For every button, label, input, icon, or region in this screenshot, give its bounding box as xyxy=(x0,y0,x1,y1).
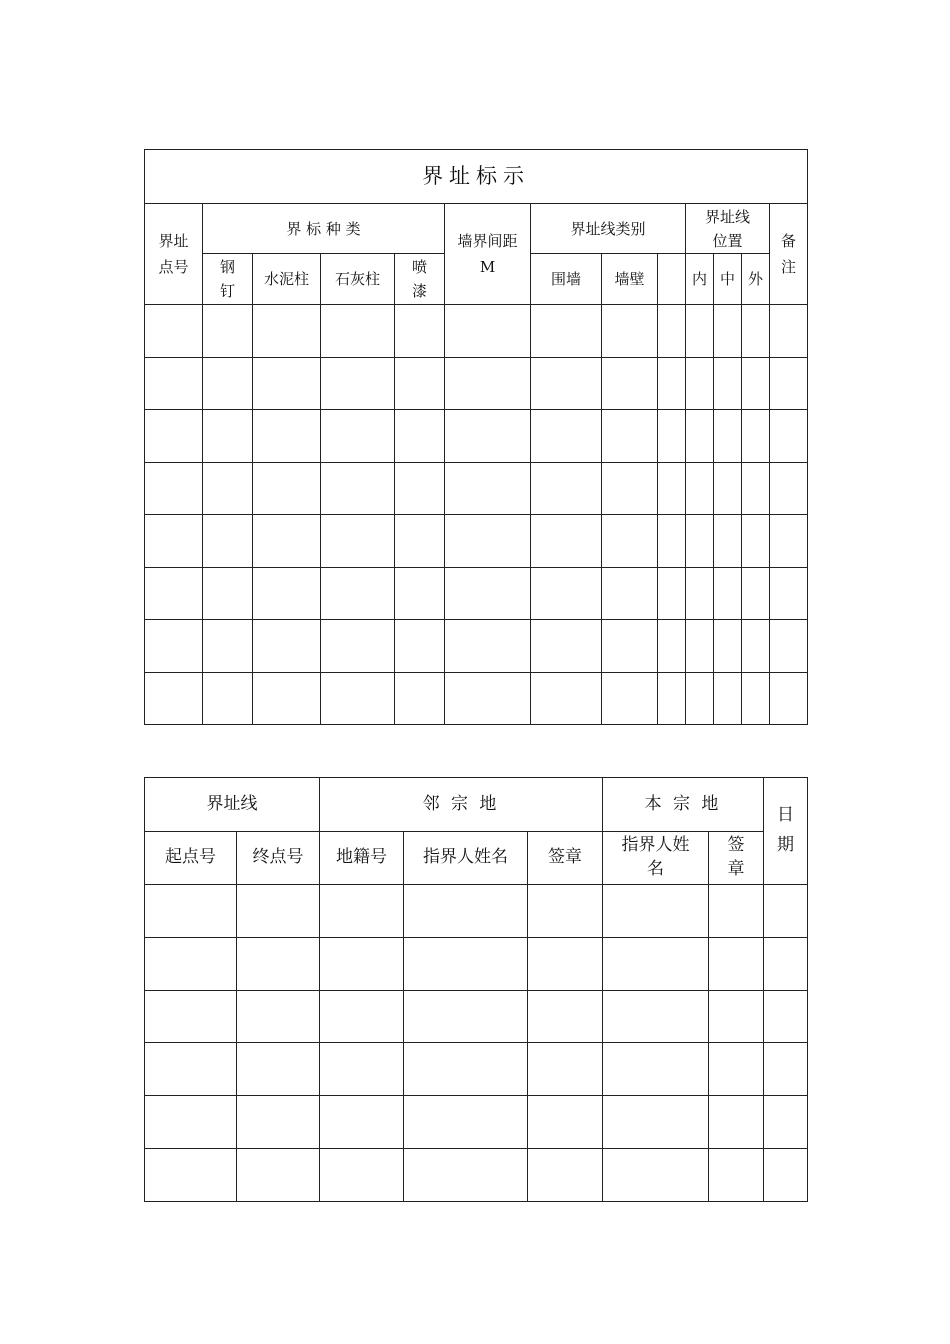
header-remarks: 备 注 xyxy=(770,204,808,305)
line-cell[interactable] xyxy=(145,1096,237,1149)
marker-cell[interactable] xyxy=(770,462,808,515)
marker-cell[interactable] xyxy=(321,620,395,673)
marker-cell[interactable] xyxy=(742,515,770,568)
marker-cell[interactable] xyxy=(714,515,742,568)
line-cell[interactable] xyxy=(603,1096,709,1149)
marker-cell[interactable] xyxy=(145,620,203,673)
marker-cell[interactable] xyxy=(253,672,321,725)
header-point-no: 界址 点号 xyxy=(145,204,203,305)
marker-cell[interactable] xyxy=(203,620,253,673)
marker-cell[interactable] xyxy=(445,567,531,620)
boundary-marker-table xyxy=(144,149,808,725)
line-cell[interactable] xyxy=(709,990,764,1043)
marker-cell[interactable] xyxy=(203,672,253,725)
line-cell[interactable] xyxy=(320,1096,404,1149)
marker-cell[interactable] xyxy=(145,410,203,463)
marker-cell[interactable] xyxy=(395,620,445,673)
header-end-point: 终点号 xyxy=(237,832,320,885)
marker-cell[interactable] xyxy=(714,567,742,620)
marker-cell[interactable] xyxy=(395,515,445,568)
marker-cell[interactable] xyxy=(445,672,531,725)
header-inner: 内 xyxy=(686,254,714,305)
marker-cell[interactable] xyxy=(253,620,321,673)
marker-cell[interactable] xyxy=(686,410,714,463)
header-this-pointer-name: 指界人姓 名 xyxy=(603,832,709,885)
header-middle: 中 xyxy=(714,254,742,305)
marker-cell[interactable] xyxy=(203,305,253,358)
header-steel-nail: 钢 钉 xyxy=(203,254,253,305)
line-cell[interactable] xyxy=(145,1148,237,1201)
marker-cell[interactable] xyxy=(531,357,602,410)
marker-cell[interactable] xyxy=(602,567,658,620)
marker-cell[interactable] xyxy=(203,410,253,463)
marker-cell[interactable] xyxy=(321,462,395,515)
marker-cell[interactable] xyxy=(445,410,531,463)
header-fence-wall: 围墙 xyxy=(531,254,602,305)
marker-cell[interactable] xyxy=(658,462,686,515)
header-neighbor-pointer-name: 指界人姓名 xyxy=(404,832,528,885)
marker-cell[interactable] xyxy=(395,672,445,725)
marker-cell[interactable] xyxy=(395,462,445,515)
line-cell[interactable] xyxy=(709,885,764,938)
marker-cell[interactable] xyxy=(658,305,686,358)
marker-cell[interactable] xyxy=(145,515,203,568)
marker-cell[interactable] xyxy=(714,410,742,463)
table-title: 界址标示 xyxy=(145,150,808,204)
line-cell[interactable] xyxy=(528,1043,603,1096)
marker-cell[interactable] xyxy=(321,410,395,463)
marker-cell[interactable] xyxy=(445,462,531,515)
marker-cell[interactable] xyxy=(253,305,321,358)
marker-cell[interactable] xyxy=(203,357,253,410)
marker-cell[interactable] xyxy=(658,620,686,673)
marker-cell[interactable] xyxy=(686,462,714,515)
header-boundary-line: 界址线 xyxy=(145,778,320,832)
marker-cell[interactable] xyxy=(770,357,808,410)
marker-cell[interactable] xyxy=(658,567,686,620)
marker-cell[interactable] xyxy=(714,462,742,515)
marker-cell[interactable] xyxy=(531,620,602,673)
marker-cell[interactable] xyxy=(770,305,808,358)
line-cell[interactable] xyxy=(145,937,237,990)
marker-cell[interactable] xyxy=(742,672,770,725)
table-row xyxy=(145,1043,808,1096)
marker-cell[interactable] xyxy=(742,305,770,358)
line-cell[interactable] xyxy=(709,937,764,990)
marker-cell[interactable] xyxy=(203,567,253,620)
marker-cell[interactable] xyxy=(602,357,658,410)
header-neighbor-parcel: 邻 宗 地 xyxy=(320,778,603,832)
line-cell[interactable] xyxy=(320,937,404,990)
marker-cell[interactable] xyxy=(602,515,658,568)
marker-cell[interactable] xyxy=(253,462,321,515)
marker-cell[interactable] xyxy=(445,357,531,410)
marker-cell[interactable] xyxy=(602,620,658,673)
line-cell[interactable] xyxy=(237,1096,320,1149)
header-wall-distance: 墙界间距 M xyxy=(445,204,531,305)
marker-cell[interactable] xyxy=(531,515,602,568)
marker-cell[interactable] xyxy=(714,620,742,673)
table-row xyxy=(145,672,808,725)
line-cell[interactable] xyxy=(404,1043,528,1096)
table-row xyxy=(145,357,808,410)
marker-cell[interactable] xyxy=(321,305,395,358)
marker-cell[interactable] xyxy=(395,410,445,463)
marker-cell[interactable] xyxy=(658,515,686,568)
marker-cell[interactable] xyxy=(658,410,686,463)
marker-cell[interactable] xyxy=(203,515,253,568)
header-lime-post: 石灰柱 xyxy=(321,254,395,305)
marker-cell[interactable] xyxy=(253,567,321,620)
marker-cell[interactable] xyxy=(602,462,658,515)
marker-cell[interactable] xyxy=(321,357,395,410)
header-outer: 外 xyxy=(742,254,770,305)
line-cell[interactable] xyxy=(320,1043,404,1096)
table-row xyxy=(145,305,808,358)
line-cell[interactable] xyxy=(320,1148,404,1201)
line-cell[interactable] xyxy=(709,1148,764,1201)
marker-cell[interactable] xyxy=(531,672,602,725)
marker-cell[interactable] xyxy=(145,462,203,515)
marker-cell[interactable] xyxy=(714,357,742,410)
marker-cell[interactable] xyxy=(531,410,602,463)
marker-cell[interactable] xyxy=(686,567,714,620)
line-cell[interactable] xyxy=(404,937,528,990)
table-row xyxy=(145,885,808,938)
table-row xyxy=(145,990,808,1043)
marker-cell[interactable] xyxy=(686,515,714,568)
line-cell[interactable] xyxy=(764,885,808,938)
marker-cell[interactable] xyxy=(742,567,770,620)
header-date: 日 期 xyxy=(764,778,808,885)
line-cell[interactable] xyxy=(145,885,237,938)
line-cell[interactable] xyxy=(528,990,603,1043)
line-cell[interactable] xyxy=(404,1148,528,1201)
marker-cell[interactable] xyxy=(658,672,686,725)
marker-cell[interactable] xyxy=(395,305,445,358)
marker-cell[interactable] xyxy=(145,305,203,358)
marker-cell[interactable] xyxy=(602,410,658,463)
marker-cell[interactable] xyxy=(602,305,658,358)
line-cell[interactable] xyxy=(404,885,528,938)
line-cell[interactable] xyxy=(237,990,320,1043)
header-neighbor-signature: 签章 xyxy=(528,832,603,885)
marker-cell[interactable] xyxy=(253,410,321,463)
marker-cell[interactable] xyxy=(531,567,602,620)
marker-cell[interactable] xyxy=(321,672,395,725)
line-cell[interactable] xyxy=(528,885,603,938)
marker-cell[interactable] xyxy=(686,672,714,725)
marker-cell[interactable] xyxy=(770,410,808,463)
header-wall: 墙壁 xyxy=(602,254,658,305)
header-paint: 喷 漆 xyxy=(395,254,445,305)
marker-cell[interactable] xyxy=(145,672,203,725)
marker-cell[interactable] xyxy=(321,515,395,568)
line-cell[interactable] xyxy=(764,1096,808,1149)
line-cell[interactable] xyxy=(709,1096,764,1149)
marker-cell[interactable] xyxy=(686,620,714,673)
line-cell[interactable] xyxy=(237,937,320,990)
marker-cell[interactable] xyxy=(445,515,531,568)
marker-cell[interactable] xyxy=(531,305,602,358)
table-row xyxy=(145,1148,808,1201)
table-row xyxy=(145,462,808,515)
marker-cell[interactable] xyxy=(321,567,395,620)
marker-cell[interactable] xyxy=(395,357,445,410)
line-cell[interactable] xyxy=(764,937,808,990)
line-cell[interactable] xyxy=(528,1148,603,1201)
line-cell[interactable] xyxy=(237,1148,320,1201)
marker-cell[interactable] xyxy=(714,672,742,725)
boundary-line-table xyxy=(144,777,808,1202)
marker-cell[interactable] xyxy=(203,462,253,515)
marker-cell[interactable] xyxy=(742,357,770,410)
line-cell[interactable] xyxy=(603,1043,709,1096)
marker-cell[interactable] xyxy=(742,620,770,673)
table-row xyxy=(145,410,808,463)
line-cell[interactable] xyxy=(603,1148,709,1201)
line-cell[interactable] xyxy=(528,1096,603,1149)
marker-cell[interactable] xyxy=(770,620,808,673)
line-cell[interactable] xyxy=(528,937,603,990)
header-marker-type: 界 标 种 类 xyxy=(203,204,445,254)
marker-cell[interactable] xyxy=(770,567,808,620)
line-cell[interactable] xyxy=(320,885,404,938)
marker-cell[interactable] xyxy=(445,305,531,358)
line-cell[interactable] xyxy=(709,1043,764,1096)
marker-cell[interactable] xyxy=(531,462,602,515)
marker-cell[interactable] xyxy=(742,410,770,463)
table-row xyxy=(145,515,808,568)
line-cell[interactable] xyxy=(145,990,237,1043)
header-cement-post: 水泥柱 xyxy=(253,254,321,305)
marker-cell[interactable] xyxy=(145,567,203,620)
line-cell[interactable] xyxy=(404,1096,528,1149)
header-this-signature: 签 章 xyxy=(709,832,764,885)
marker-cell[interactable] xyxy=(395,567,445,620)
line-cell[interactable] xyxy=(237,1043,320,1096)
line-cell[interactable] xyxy=(603,990,709,1043)
boundary-marker-rows xyxy=(145,305,808,725)
marker-cell[interactable] xyxy=(445,620,531,673)
marker-cell[interactable] xyxy=(714,305,742,358)
header-line-category: 界址线类别 xyxy=(531,204,686,254)
line-cell[interactable] xyxy=(764,990,808,1043)
header-this-parcel: 本 宗 地 xyxy=(603,778,764,832)
header-line-category-blank xyxy=(658,254,686,305)
table-row xyxy=(145,1096,808,1149)
header-line-position: 界址线 位置 xyxy=(686,204,770,254)
marker-cell[interactable] xyxy=(770,515,808,568)
boundary-line-rows xyxy=(145,885,808,1202)
line-cell[interactable] xyxy=(145,1043,237,1096)
header-start-point: 起点号 xyxy=(145,832,237,885)
marker-cell[interactable] xyxy=(686,357,714,410)
line-cell[interactable] xyxy=(764,1043,808,1096)
line-cell[interactable] xyxy=(320,990,404,1043)
marker-cell[interactable] xyxy=(253,515,321,568)
line-cell[interactable] xyxy=(404,990,528,1043)
table-row xyxy=(145,567,808,620)
line-cell[interactable] xyxy=(603,937,709,990)
marker-cell[interactable] xyxy=(602,672,658,725)
marker-cell[interactable] xyxy=(686,305,714,358)
line-cell[interactable] xyxy=(603,885,709,938)
line-cell[interactable] xyxy=(764,1148,808,1201)
marker-cell[interactable] xyxy=(742,462,770,515)
marker-cell[interactable] xyxy=(145,357,203,410)
header-parcel-no: 地籍号 xyxy=(320,832,404,885)
table-row xyxy=(145,620,808,673)
line-cell[interactable] xyxy=(237,885,320,938)
marker-cell[interactable] xyxy=(770,672,808,725)
marker-cell[interactable] xyxy=(253,357,321,410)
table-row xyxy=(145,937,808,990)
marker-cell[interactable] xyxy=(658,357,686,410)
